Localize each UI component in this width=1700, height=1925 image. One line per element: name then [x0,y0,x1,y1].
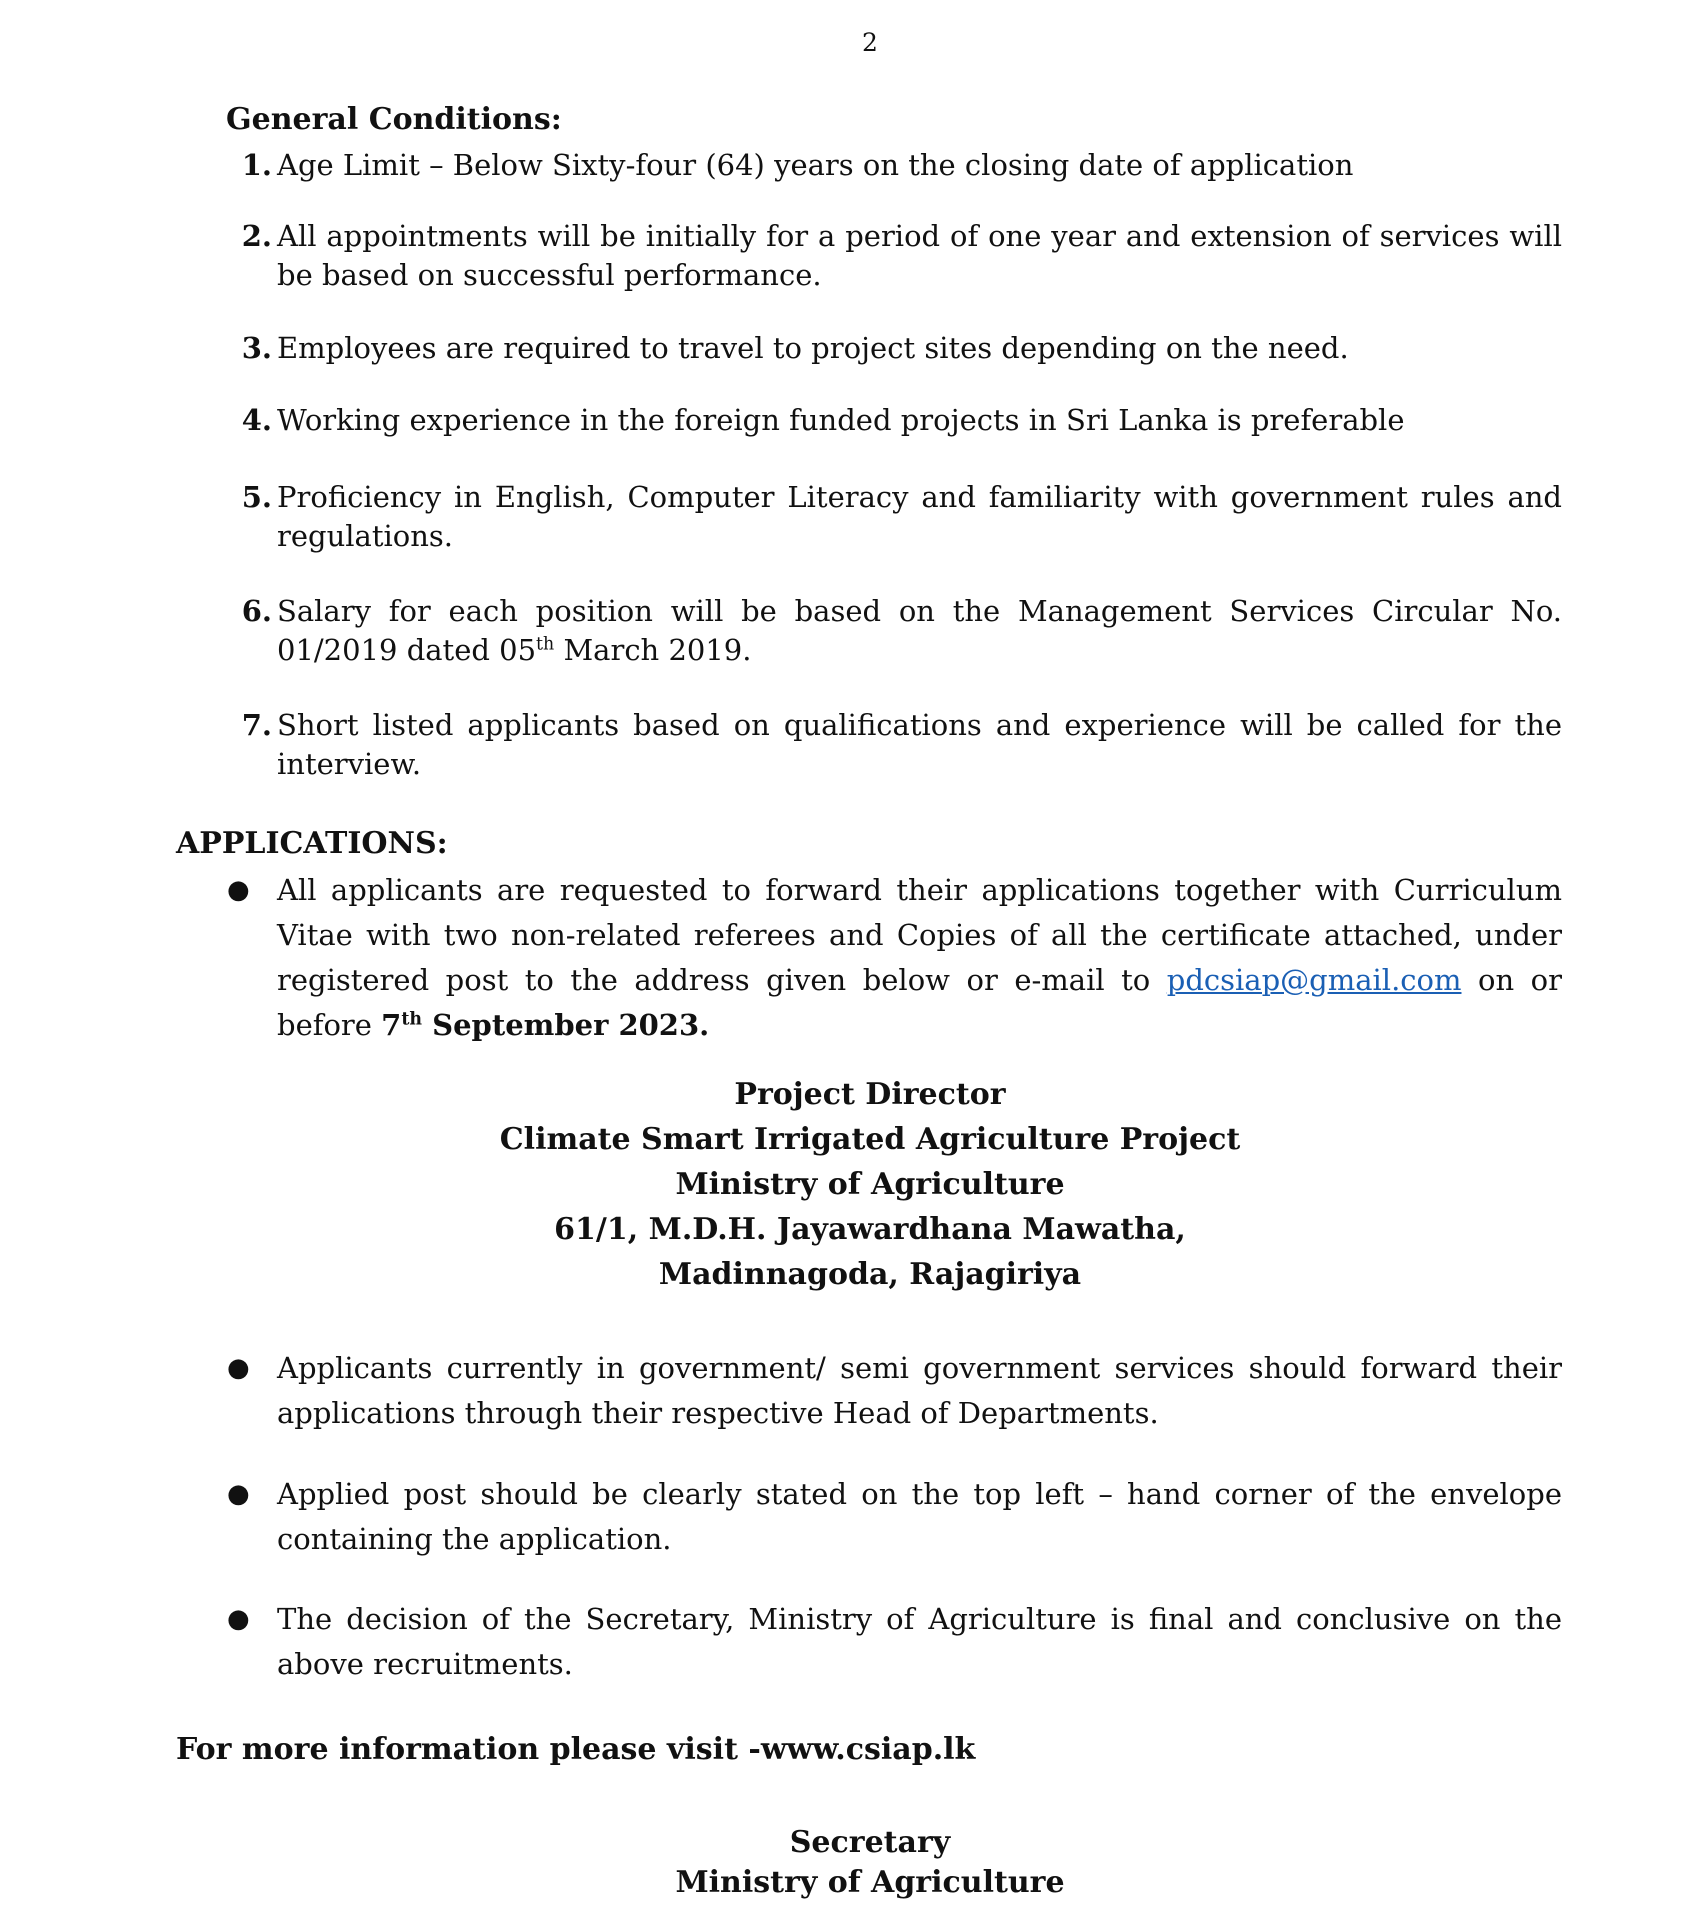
item-number: 6. [241,594,272,628]
item-text [277,592,1562,670]
item-number: 7. [241,708,272,742]
item-text: Age Limit – Below Sixty-four (64) years on the closing date of application [277,148,1354,182]
bullet-icon: ● [227,1353,250,1383]
signature-org: Ministry of Agriculture [675,1865,1065,1900]
item-text: Working experience in the foreign funded projects in Sri Lanka is preferable [277,403,1405,437]
address-line: Climate Smart Irrigated Agriculture Project [499,1122,1241,1157]
application-bullet-4 [225,1597,1562,1687]
ordinal-suffix: th [536,634,555,655]
condition-item-6 [232,592,1562,670]
general-conditions-heading: General Conditions: [226,102,562,137]
item-text: Employees are required to travel to project sites depending on the need. [277,331,1349,365]
item-text-before: Salary for each position will be based on the Management Services Circular No. 01/2019 dated 05 [277,594,1562,667]
condition-item-7 [232,706,1562,784]
bullet-icon: ● [227,875,250,905]
item-number: 5. [241,480,272,514]
bullet-icon: ● [227,1479,250,1509]
condition-item-5 [232,478,1562,556]
address-line: 61/1, M.D.H. Jayawardhana Mawatha, [554,1212,1186,1247]
deadline-date [381,1008,709,1042]
deadline-day: 7 [381,1008,402,1042]
signature-title: Secretary [789,1825,951,1860]
condition-item-2 [232,217,1562,295]
page-number: 2 [862,28,878,57]
email-link[interactable]: pdcsiap@gmail.com [1166,963,1462,997]
condition-item-1 [232,146,1562,185]
deadline-rest: September 2023. [422,1008,710,1042]
bullet-text: The decision of the Secretary, Ministry of Agriculture is final and conclusive on the above recruitments. [277,1602,1562,1681]
item-number: 2. [241,219,272,253]
deadline-suffix: th [401,1009,423,1030]
bullet-icon: ● [227,1604,250,1634]
bullet-text: Applied post should be clearly stated on the top left – hand corner of the envelope containing the application. [277,1477,1562,1556]
address-line: Madinnagoda, Rajagiriya [658,1257,1082,1292]
address-line: Project Director [734,1077,1006,1112]
item-text: Proficiency in English, Computer Literacy and familiarity with government rules and regulations. [277,480,1562,553]
address-block [0,1072,1700,1297]
applications-heading: APPLICATIONS: [176,826,448,861]
item-text: All appointments will be initially for a period of one year and extension of services will be based on successful performance. [277,219,1562,292]
application-bullet-1 [225,868,1562,1048]
condition-item-4 [232,401,1562,440]
bullet-text-mid: on or before [277,963,1562,1042]
item-number: 1. [241,148,272,182]
item-number: 3. [241,331,272,365]
bullet-text-before: All applicants are requested to forward their applications together with Curriculum Vitae with two non-related referees and Copies of all the certificate attached, under registered post to the address given below or e-mail to [277,873,1562,997]
bullet-text: Applicants currently in government/ semi government services should forward their applications through their respective Head of Departments. [277,1351,1562,1430]
signature-block [0,1823,1700,1903]
application-bullet-3 [225,1472,1562,1562]
item-number: 4. [241,403,272,437]
condition-item-3 [232,329,1562,368]
item-text: Short listed applicants based on qualifications and experience will be called for the interview. [277,708,1562,781]
more-info-line: For more information please visit -www.csiap.lk [176,1732,976,1767]
bullet-text [277,868,1562,1048]
item-text-after: March 2019. [554,633,752,667]
address-line: Ministry of Agriculture [675,1167,1065,1202]
application-bullet-2 [225,1346,1562,1436]
